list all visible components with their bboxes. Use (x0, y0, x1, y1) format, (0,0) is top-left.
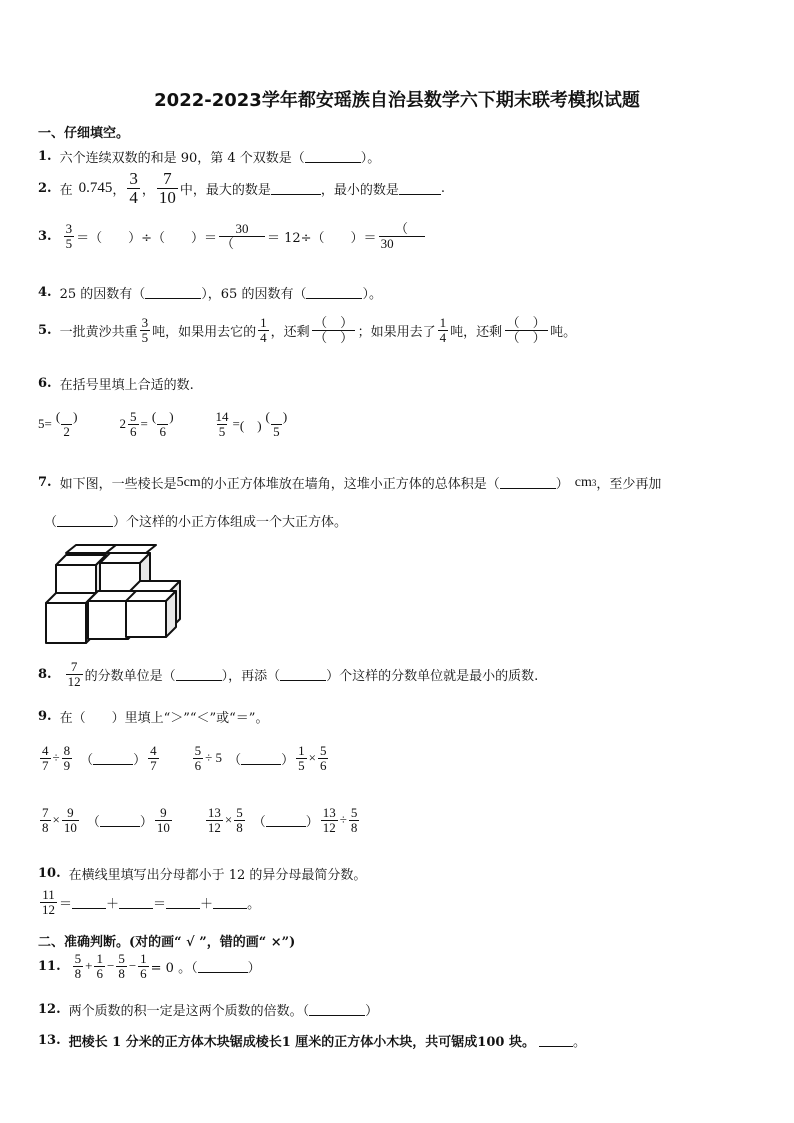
equals: = (232, 416, 240, 432)
q10-end: 。 (247, 896, 261, 912)
section-2-heading: 二、准确判断。(对的画“ √ ”，错的画“ ×”) (38, 935, 296, 950)
operator: − (128, 958, 137, 974)
fraction-answer-blank[interactable]: $\frac{( )}{( )}$ (314, 315, 354, 345)
answer-blank[interactable] (399, 182, 441, 195)
q-number: 6. (38, 376, 52, 391)
comma: ， (112, 182, 126, 198)
fraction: $\frac{5}{8}$ (350, 805, 358, 835)
q4-text-2: ），65 的因数有（ (201, 287, 307, 302)
q-number: 5. (38, 322, 52, 338)
question-12 (38, 1000, 378, 1019)
question-9-row-2: $\frac{7}{8}$ × $\frac{9}{10}$ （ ） $\frac{9}{10}$ $\frac{13}{12}$ × $\frac{5}{8}$ （ ） $\frac{13}{12}$ ÷ $\frac{5}{8}$ (42, 805, 358, 835)
question-13 (38, 1031, 586, 1050)
question-10-equation (38, 888, 260, 916)
operator: ÷ (52, 750, 60, 766)
q2-mid: 中，最大的数是 (179, 182, 271, 198)
fraction-blank-numerator[interactable]: $\frac{(}{30}$ (379, 222, 425, 250)
q8-text-2: ），再添（ (221, 668, 281, 684)
q8-text-3: ）个这样的分数单位就是最小的质数. (326, 668, 539, 684)
q-number: 2. (38, 180, 52, 196)
q5-text-6: 吨。 (550, 324, 577, 340)
fraction: $\frac{7}{10}$ (158, 169, 176, 207)
answer-blank[interactable] (306, 286, 362, 299)
question-6 (38, 374, 194, 393)
q4-text-1: 25 的因数有（ (59, 287, 146, 302)
question-4 (38, 283, 382, 302)
q7-text-2: 的小正方体堆放在墙角，这堆小正方体的总体积是（ (200, 477, 500, 492)
operator: × (224, 812, 233, 828)
q11-end: ） (247, 960, 261, 976)
judge-blank[interactable] (198, 960, 248, 973)
fraction: $\frac{5}{6}$ (130, 409, 137, 439)
fraction: $\frac{3}{4}$ (129, 169, 138, 207)
expr-lhs: 5= (38, 416, 52, 432)
fraction: $\frac{5}{8}$ (118, 951, 125, 981)
q-number: 7. (38, 475, 52, 490)
operator: × (308, 750, 316, 766)
question-7-line-2 (44, 511, 347, 530)
q-number: 8. (38, 666, 52, 682)
q4-text-3: ）。 (362, 287, 382, 302)
operator: + (85, 958, 93, 974)
cube-face (88, 601, 128, 639)
fraction: $\frac{14}{5}$ (215, 409, 229, 439)
question-3 (38, 222, 427, 250)
answer-blank[interactable] (500, 476, 556, 489)
mixed-whole: 2 (119, 416, 127, 432)
question-2 (38, 170, 445, 207)
answer-blank[interactable] (305, 150, 361, 163)
fraction: $\frac{11}{12}$ (42, 887, 55, 917)
fraction: $\frac{1}{6}$ (140, 951, 147, 981)
question-5 (38, 316, 576, 344)
fraction: $\frac{8}{9}$ (63, 743, 71, 773)
q-number: 11. (38, 958, 61, 974)
q13-text: 把棱长 1 分米的正方体木块锯成棱长1 厘米的正方体小木块，共可锯成100 块。 (68, 1035, 535, 1050)
q8-text-1: 的分数单位是（ (84, 668, 176, 684)
q9-text: 在（ ）里填上“＞”“＜”或“＝”。 (59, 711, 269, 726)
q5-text-3: ，还剩 (270, 324, 310, 340)
fraction: $\frac{1}{6}$ (96, 951, 103, 981)
decimal-value: 0.745 (78, 179, 113, 196)
fraction: $\frac{5}{6}$ (194, 743, 202, 773)
fraction: $\frac{7}{12}$ (67, 659, 81, 689)
fraction: $\frac{1}{5}$ (298, 743, 305, 773)
fraction-answer-blank[interactable]: $\frac{( )}{2}$ (55, 409, 78, 439)
q-number: 10. (38, 866, 61, 881)
compare-blank[interactable] (100, 814, 140, 827)
q10-text: 在横线里填写出分母都小于 12 的异分母最简分数。 (68, 868, 367, 883)
unit-exponent: 3 (591, 477, 597, 488)
fraction: $\frac{9}{10}$ (156, 805, 170, 835)
fraction-answer-blank[interactable]: $\frac{( )}{6}$ (151, 409, 174, 439)
q3-part-a: ＝（ ）÷（ ）＝ (76, 230, 217, 246)
judge-blank[interactable] (309, 1003, 365, 1016)
equals: ＝ (153, 896, 167, 912)
edge-length: 5cm (176, 474, 201, 490)
q2-mid2: ，最小的数是 (320, 182, 399, 198)
section-1-heading: 一、仔细填空。 (38, 126, 130, 141)
question-10 (38, 864, 366, 883)
answer-blank[interactable] (271, 182, 321, 195)
q13-end: 。 (572, 1035, 586, 1050)
q1-text: 六个连续双数的和是 90，第 4 个双数是（ (59, 151, 305, 166)
judge-blank[interactable] (539, 1034, 573, 1047)
unit-cm: cm (574, 474, 592, 490)
q5-text-4: ；如果用去了 (357, 324, 436, 340)
q7-text-5: （ (44, 515, 58, 530)
operator: ÷ (339, 812, 347, 828)
operator: × (52, 812, 60, 828)
question-6-expressions (38, 410, 291, 438)
q-number: 3. (38, 228, 52, 244)
question-9-row-1: $\frac{4}{7}$ ÷ $\frac{8}{9}$ （ ） $\frac{4}{7}$ $\frac{5}{6}$ ÷ 5 （ ） $\frac{1}{5}$ × $\frac{5}{6}$ (42, 743, 327, 773)
fraction: $\frac{9}{10}$ (63, 805, 77, 835)
question-8 (38, 660, 538, 688)
q12-text: 两个质数的积一定是这两个质数的倍数。（ (68, 1004, 310, 1019)
q3-part-b: ＝ 12÷（ ）＝ (266, 230, 377, 246)
q12-end: ） (365, 1004, 379, 1019)
fraction-answer-blank[interactable]: $\frac{( )}{( )}$ (506, 315, 546, 345)
equals: = (140, 416, 148, 432)
cube-face (126, 601, 166, 637)
q5-text-1: 一批黄沙共重 (59, 324, 138, 340)
fraction: $\frac{5}{8}$ (74, 951, 82, 981)
question-7 (38, 473, 661, 492)
page-title: 2022-2023学年都安瑶族自治县数学六下期末联考模拟试题 (154, 90, 640, 111)
cube-face (46, 603, 86, 643)
q5-text-2: 吨，如果用去它的 (152, 324, 257, 340)
question-11 (38, 952, 261, 980)
answer-blank[interactable] (166, 896, 200, 909)
q7-text-1: 如下图，一些棱长是 (59, 477, 177, 492)
answer-blank[interactable] (176, 668, 222, 681)
q-number: 4. (38, 285, 52, 300)
fraction: $\frac{1}{4}$ (260, 315, 267, 345)
q5-text-5: 吨，还剩 (450, 324, 503, 340)
answer-blank[interactable] (57, 514, 113, 527)
compare-blank[interactable] (93, 752, 133, 765)
q-number: 9. (38, 709, 52, 724)
q-number: 1. (38, 149, 52, 164)
plus: ＋ (200, 896, 214, 912)
answer-blank[interactable]: ( ) (239, 417, 262, 433)
fraction: $\frac{3}{5}$ (141, 315, 149, 345)
cube-top (106, 545, 156, 553)
question-1 (38, 147, 380, 166)
fraction: $\frac{7}{8}$ (42, 805, 49, 835)
fraction-answer-blank[interactable]: $\frac{( )}{5}$ (265, 409, 288, 439)
equals: ＝ (59, 896, 73, 912)
q7-text-6: ）个这样的小正方体组成一个大正方体。 (113, 515, 348, 530)
fraction: $\frac{13}{12}$ (207, 805, 221, 835)
q1-tail: ）。 (360, 151, 381, 166)
fraction: $\frac{4}{7}$ (150, 743, 157, 773)
q11-tail: = 0 。（ (150, 960, 198, 976)
fraction: $\frac{4}{7}$ (42, 743, 49, 773)
q2-end: . (440, 180, 446, 196)
fraction: $\frac{1}{4}$ (439, 315, 447, 345)
q7-text-4: ，至少再加 (596, 477, 662, 492)
cube-stack-figure (44, 543, 186, 648)
q7-text-3: ） (555, 477, 569, 492)
q6-text: 在括号里填上合适的数. (59, 378, 194, 393)
answer-blank[interactable] (280, 668, 326, 681)
answer-blank[interactable] (213, 896, 247, 909)
compare-blank[interactable] (266, 814, 306, 827)
q2-pre: 在 (59, 182, 73, 198)
fraction: $\frac{13}{12}$ (322, 805, 336, 835)
answer-blank[interactable] (72, 896, 106, 909)
compare-blank[interactable] (241, 752, 281, 765)
operator: ÷ 5 (205, 750, 223, 766)
answer-blank[interactable] (145, 286, 201, 299)
question-9 (38, 707, 268, 726)
fraction: $\frac{3}{5}$ (65, 221, 73, 251)
comma: ， (141, 182, 155, 198)
operator: − (106, 958, 115, 974)
q-number: 13. (38, 1033, 61, 1048)
plus: ＋ (106, 896, 120, 912)
q-number: 12. (38, 1002, 61, 1017)
fraction-blank-denominator[interactable]: $\frac{30}{(}$ (219, 222, 265, 250)
fraction: $\frac{5}{6}$ (319, 743, 327, 773)
answer-blank[interactable] (119, 896, 153, 909)
fraction: $\frac{5}{8}$ (236, 805, 243, 835)
